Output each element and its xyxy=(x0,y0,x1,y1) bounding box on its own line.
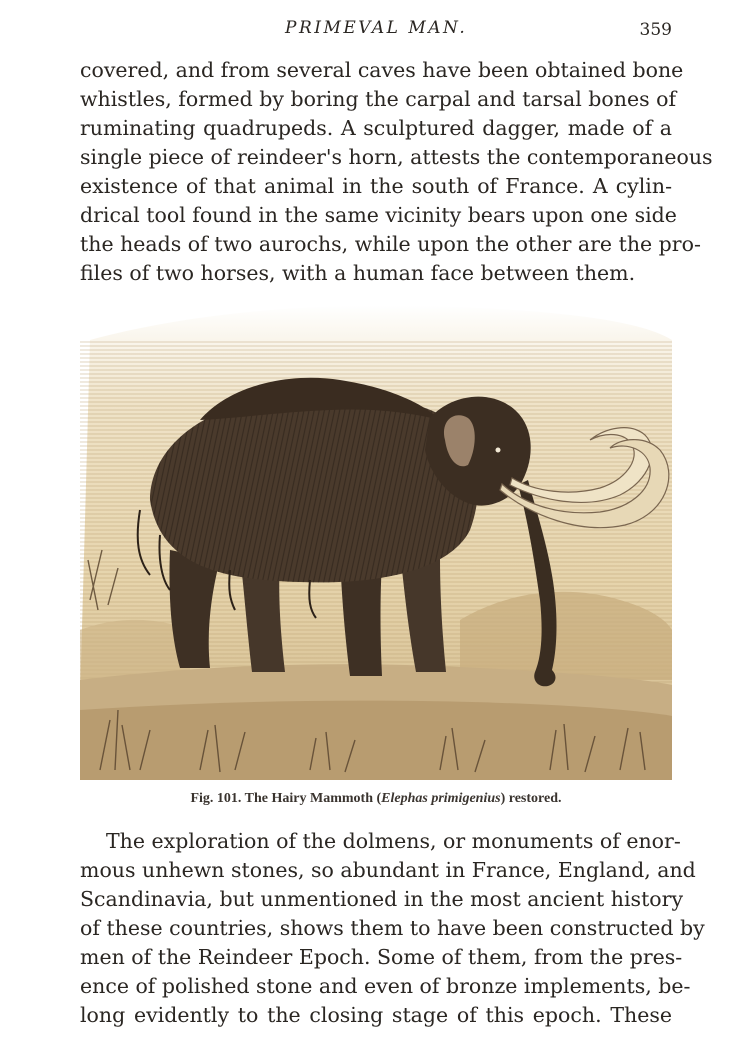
text-line: existence of that animal in the south of France. A cylin- xyxy=(80,174,672,198)
text-line: men of the Reindeer Epoch. Some of them, from the pres- xyxy=(80,945,683,969)
figure-caption xyxy=(80,791,672,807)
caption-species: Elephas primigenius xyxy=(381,791,501,806)
paragraph-top xyxy=(80,56,713,288)
text-line: long evidently to the closing stage of this epoch. These xyxy=(80,1003,672,1027)
mammoth-illustration xyxy=(80,300,672,780)
text-line: Scandinavia, but unmentioned in the most ancient history xyxy=(80,887,684,911)
paragraph-bottom xyxy=(80,827,705,1030)
text-line: of these countries, shows them to have been constructed by xyxy=(80,916,705,940)
text-line: covered, and from several caves have been obtained bone xyxy=(80,58,684,82)
text-line: ruminating quadrupeds. A sculptured dagger, made of a xyxy=(80,116,672,140)
page-number: 359 xyxy=(639,20,672,40)
text-line: ence of polished stone and even of bronze implements, be- xyxy=(80,974,691,998)
text-line: drical tool found in the same vicinity bears upon one side xyxy=(80,203,677,227)
caption-suffix: ) restored. xyxy=(500,791,562,806)
text-line: files of two horses, with a human face between them. xyxy=(80,261,636,285)
text-line: the heads of two aurochs, while upon the other are the pro- xyxy=(80,232,701,256)
text-line: mous unhewn stones, so abundant in France, England, and xyxy=(80,858,696,882)
text-line: single piece of reindeer's horn, attests the contemporaneous xyxy=(80,145,713,169)
text-line: The exploration of the dolmens, or monuments of enor- xyxy=(106,829,681,853)
running-title: PRIMEVAL MAN. xyxy=(285,18,468,38)
text-line: whistles, formed by boring the carpal and tarsal bones of xyxy=(80,87,677,111)
running-head xyxy=(80,16,672,44)
caption-prefix: Fig. 101. The Hairy Mammoth ( xyxy=(190,791,382,806)
